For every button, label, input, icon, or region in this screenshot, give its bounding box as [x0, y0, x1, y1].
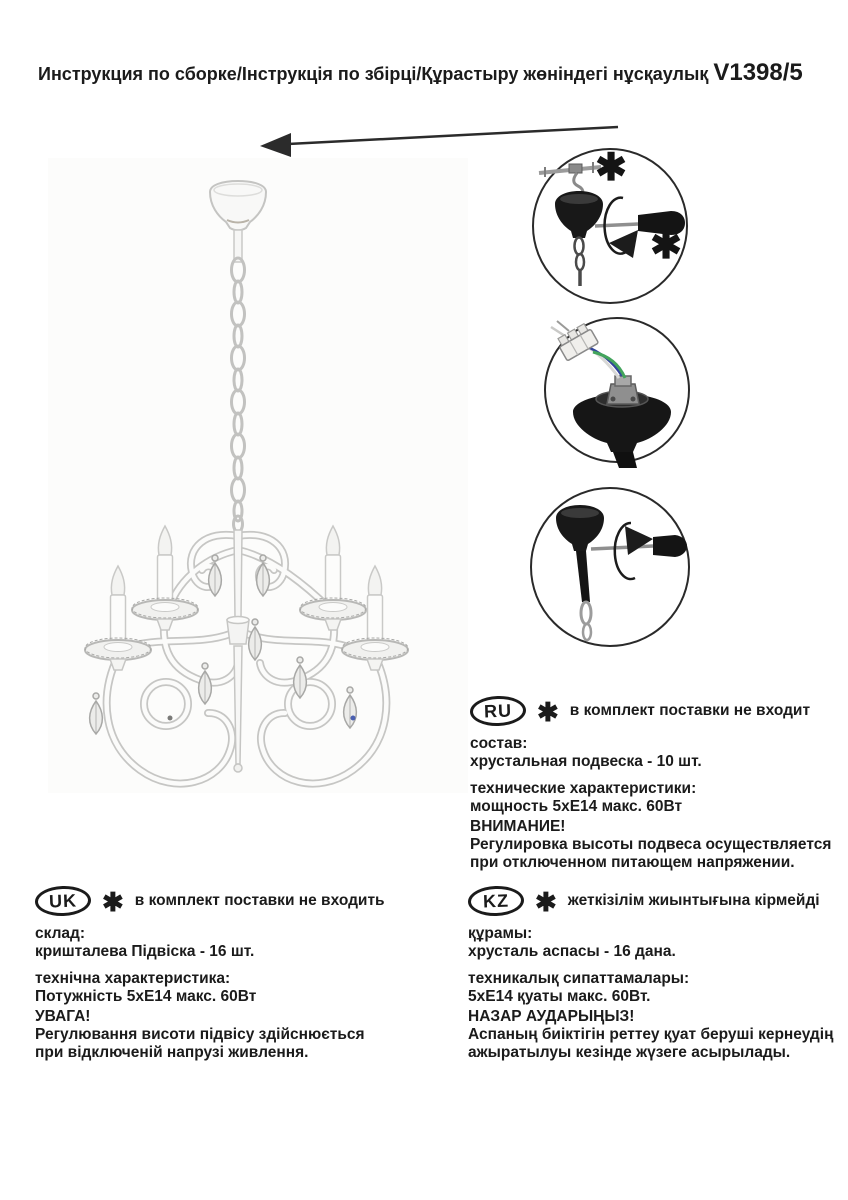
language-badge-kz: KZ	[467, 885, 524, 917]
asterisk-icon: ✱	[595, 147, 627, 189]
title-text: Инструкция по сборке/Інструкція по збірці/Құрастыру жөніндегі нұсқаулық	[38, 64, 709, 84]
language-badge-ru: RU	[469, 695, 526, 727]
section-kz	[468, 886, 843, 1062]
not-included-note: жеткізілім жиынтығына кірмейді	[567, 892, 820, 909]
diagram-step-1	[525, 140, 695, 310]
asterisk-icon: ✱	[650, 225, 682, 267]
not-included-note: в комплект поставки не входить	[134, 892, 385, 909]
chandelier-photo	[48, 158, 468, 798]
model-number: V1398/5	[713, 59, 803, 86]
composition-paragraph: склад: кришталева Підвіска - 16 шт.	[35, 925, 255, 960]
diagram-step-2	[535, 312, 699, 468]
asterisk-icon: ✱	[535, 887, 557, 917]
page-title	[38, 60, 828, 87]
warning-paragraph: НАЗАР АУДАРЫҢЫЗ! Аспаның биіктігін реттеу қуат беруші кернеудің ажыратылуы кезінде жүзеге асырылады.	[468, 1008, 834, 1061]
diagram-step-3	[525, 482, 695, 652]
asterisk-icon: ✱	[537, 697, 559, 727]
composition-paragraph: состав: хрустальная подвеска - 10 шт.	[470, 735, 702, 770]
not-included-note: в комплект поставки не входит	[569, 702, 811, 719]
specs-paragraph: технічна характеристика: Потужність 5хЕ14 макс. 60Вт	[35, 970, 257, 1005]
specs-paragraph: технические характеристики: мощность 5хЕ14 макс. 60Вт	[470, 780, 697, 815]
section-ru	[470, 696, 835, 872]
warning-paragraph: ВНИМАНИЕ! Регулировка высоты подвеса осуществляется при отключенном питающем напряжении.	[470, 818, 832, 871]
warning-paragraph: УВАГА! Регулювання висоти підвісу здійснюється при відключеній напрузі живлення.	[35, 1008, 365, 1061]
photo-background	[48, 158, 468, 793]
language-badge-uk: UK	[34, 885, 91, 917]
diagram-circle	[531, 488, 689, 646]
composition-paragraph: құрамы: хрусталь аспасы - 16 дана.	[468, 925, 676, 960]
specs-paragraph: техникалық сипаттамалары: 5хЕ14 қуаты макс. 60Вт.	[468, 970, 690, 1005]
asterisk-icon: ✱	[102, 887, 124, 917]
section-uk	[35, 886, 435, 1062]
